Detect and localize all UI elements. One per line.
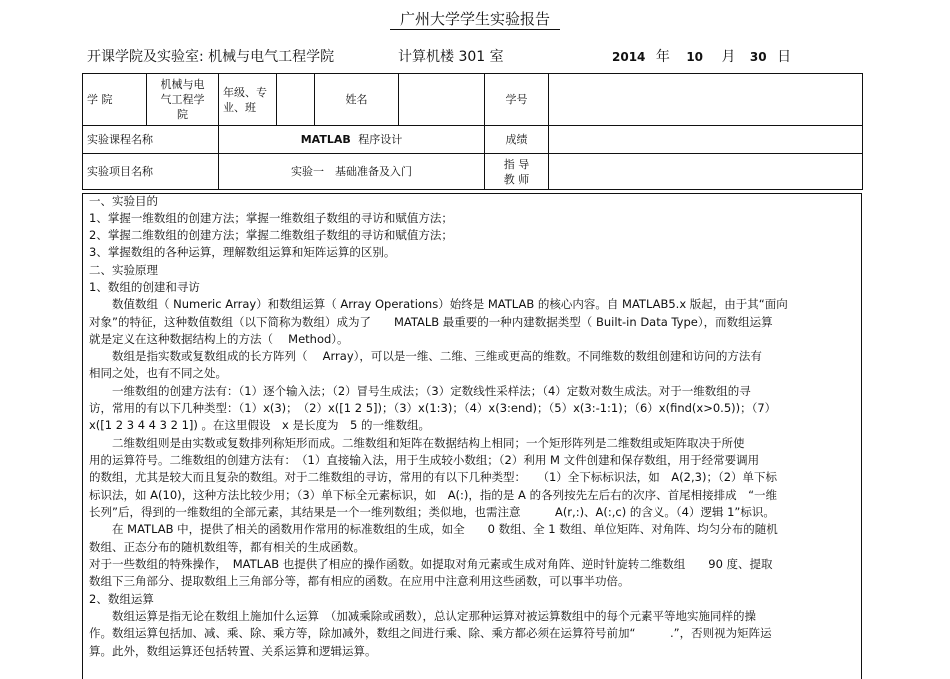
college-lab-text: 开课学院及实验室: 机械与电气工程学院: [87, 49, 335, 65]
course-value: [219, 126, 485, 154]
content-line: 二、实验原理: [89, 263, 158, 277]
grade-value[interactable]: [277, 74, 315, 126]
college-value-line: 机械与电: [160, 78, 205, 91]
grade-label-line: 业、班: [223, 100, 256, 114]
content-line: 标识法，如 A(10)，这种方法比较少用；（3）单下标全元素标识，如 A(:)，指的是 A 的各列按先左后右的次序、首尾相接排成 “一维: [89, 488, 778, 502]
content-line: 2、数组运算: [89, 592, 154, 606]
score-value[interactable]: [549, 126, 863, 154]
content-line: 相同之处，也有不同之处。: [89, 366, 227, 380]
content-line: 的数组，尤其是较大而且复杂的数组。对于二维数组的寻访，常用的有以下几种类型： （1）全下标标识法，如 A(2,3)；（2）单下标: [89, 470, 778, 484]
content-line: 一、实验目的: [89, 194, 158, 208]
content-line: 就是定义在这种数据结构上的方法（ Method）。: [89, 332, 349, 346]
id-label: 学号: [485, 74, 549, 126]
report-date: [612, 46, 791, 66]
day-value: 30: [749, 50, 767, 64]
content-line: 用的运算符号。二维数组的创建方法有： （1）直接输入法，用于生成较小数组；（2）利用 M 文件创建和保存数组，用于经常要调用: [89, 453, 760, 467]
content-line: 对于一些数组的特殊操作， MATLAB 也提供了相应的操作函数。如提取对角元素或生成对角阵、逆时针旋转二维数组 90 度、提取: [89, 557, 773, 571]
content-line: 长列”后，得到的一维数组的全部元素，其结果是一个一维列数组；类似地，也需注意 A(r,:)、A(:,c) 的含义。（4）逻辑 1”标识。: [89, 505, 775, 519]
year-unit: 年: [655, 49, 670, 65]
month-value: 10: [686, 50, 704, 64]
content-line: 数组下三角部分、提取数组上三角部分等，都有相应的函数。在应用中注意利用这些函数，可以事半功倍。: [89, 574, 630, 588]
grade-label-line: 年级、专: [223, 85, 267, 99]
content-line: 一维数组的创建方法有：（1）逐个输入法；（2）冒号生成法；（3）定数线性采样法；（4）定数对数生成法。对于一维数组的寻: [89, 384, 751, 398]
teacher-label: [485, 154, 549, 190]
teacher-label-line: 指 导: [503, 157, 530, 171]
info-table: [82, 73, 863, 190]
college-value: [147, 74, 219, 126]
course-label: 实验课程名称: [83, 126, 219, 154]
month-unit: 月: [721, 49, 736, 65]
content-line: 数组、正态分布的随机数组等，都有相关的生成函数。: [89, 540, 365, 554]
content-line: 3、掌握数组的各种运算，理解数组运算和矩阵运算的区别。: [89, 245, 396, 259]
grade-label: [219, 74, 277, 126]
course-value-b: 程序设计: [358, 133, 403, 146]
project-value: 实验一 基础准备及入门: [219, 154, 485, 190]
content-line: 数组运算是指无论在数组上施加什么运算 （加减乘除或函数），总认定那种运算对被运算数组中的每个元素平等地实施同样的操: [89, 609, 756, 623]
content-line: 2、掌握二维数组的创建方法；掌握二维数组子数组的寻访和赋值方法；: [89, 228, 453, 242]
college-value-line: 院: [177, 108, 188, 121]
content-line: 作。数组运算包括加、减、乘、除、乘方等，除加减外，数组之间进行乘、除、乘方都必须在运算符号前加“ .”，否则视为矩阵运: [89, 626, 772, 640]
college-value-line: 气工程学: [160, 93, 205, 106]
year-value: 2014: [612, 50, 646, 64]
teacher-label-line: 教 师: [503, 172, 530, 186]
name-label: 姓名: [315, 74, 399, 126]
report-title: 广州大学学生实验报告: [0, 8, 950, 29]
name-value[interactable]: [399, 74, 485, 126]
room-text: 计算机楼 301 室: [398, 49, 504, 65]
content-line: 1、掌握一维数组的创建方法；掌握一维数组子数组的寻访和赋值方法；: [89, 211, 453, 225]
content-line: 算。此外，数组运算还包括转置、关系运算和逻辑运算。: [89, 644, 377, 658]
teacher-value[interactable]: [549, 154, 863, 190]
content-line: 数组是指实数或复数组成的长方阵列（ Array），可以是一维、二维、三维或更高的维数。不同维数的数组创建和访问的方法有: [89, 349, 762, 363]
content-line: 在 MATLAB 中，提供了相关的函数用作常用的标准数组的生成，如全 0 数组、全 1 数组、单位矩阵、对角阵、均匀分布的随机: [89, 522, 778, 536]
college-label: 学 院: [83, 74, 147, 126]
content-line: 1、数组的创建和寻访: [89, 280, 200, 294]
content-line: 二维数组则是由实数或复数排列称矩形而成。二维数组和矩阵在数据结构上相同；一个矩形阵列是二维数组或矩阵取决于所使: [89, 436, 745, 450]
project-label: 实验项目名称: [83, 154, 219, 190]
id-value[interactable]: [549, 74, 863, 126]
content-line: x([1 2 3 4 4 3 2 1]) 。在这里假设 x 是长度为 5 的一维数组。: [89, 418, 430, 432]
report-content: [82, 193, 862, 679]
day-unit: 日: [777, 49, 792, 65]
score-label: 成绩: [485, 126, 549, 154]
content-line: 数值数组（ Numeric Array）和数组运算（ Array Operations）始终是 MATLAB 的核心内容。自 MATLAB5.x 版起，由于其“面向: [89, 297, 788, 311]
course-value-a: MATLAB: [300, 133, 351, 146]
content-line: 访，常用的有以下几种类型：（1）x(3)； （2）x([1 2 5])；（3）x(1:3)；（4）x(3:end)；（5）x(3:-1:1)；（6）x(find(x>0.5))；（7）: [89, 401, 777, 415]
content-line: 对象”的特征，这种数值数组（以下简称为数组）成为了 MATALB 最重要的一种内建数据类型（ Built-in Data Type），而数组运算: [89, 315, 773, 329]
